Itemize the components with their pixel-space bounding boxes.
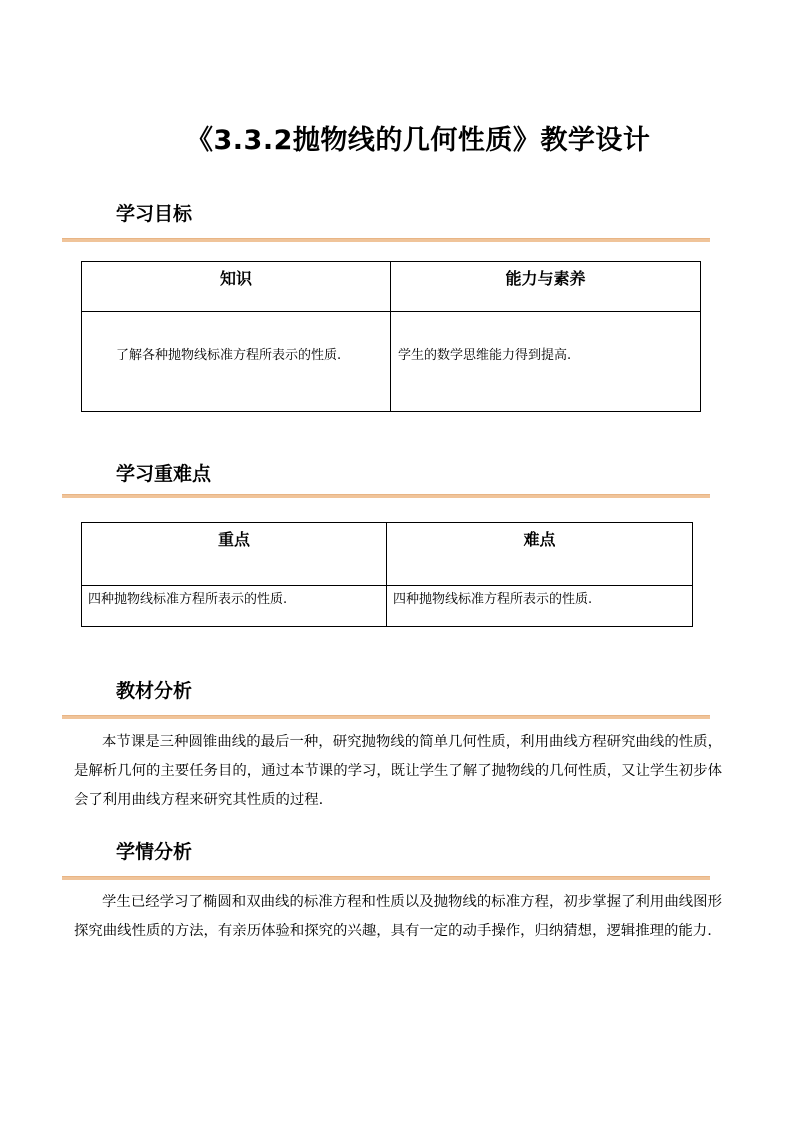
table-header-row bbox=[82, 523, 693, 586]
header-cell-ability: 能力与素养 bbox=[391, 262, 701, 312]
cell-text: 四种抛物线标准方程所表示的性质. bbox=[88, 592, 288, 607]
section-heading-objectives: 学习目标 bbox=[116, 203, 193, 225]
header-cell-difficulty: 难点 bbox=[387, 523, 693, 586]
section-divider bbox=[62, 876, 710, 880]
table-row bbox=[82, 586, 693, 627]
cell-text: 学生的数学思维能力得到提高. bbox=[398, 348, 572, 363]
section-heading-key-points: 学习重难点 bbox=[116, 463, 212, 485]
table-header-row bbox=[82, 262, 701, 312]
section-heading-textbook-analysis: 教材分析 bbox=[116, 680, 193, 702]
cell-text: 四种抛物线标准方程所表示的性质. bbox=[393, 592, 593, 607]
section-divider bbox=[62, 715, 710, 719]
section-heading-student-analysis: 学情分析 bbox=[116, 841, 193, 863]
key-points-table bbox=[81, 522, 693, 627]
cell-knowledge-value bbox=[82, 312, 391, 412]
table-row bbox=[82, 312, 701, 412]
section-divider bbox=[62, 238, 710, 242]
textbook-analysis-paragraph: 本节课是三种圆锥曲线的最后一种，研究抛物线的简单几何性质，利用曲线方程研究曲线的性质，是解析几何的主要任务目的，通过本节课的学习，既让学生了解了抛物线的几何性质，又让学生初步体会了利用曲线方程来研究其性质的过程. bbox=[74, 734, 722, 808]
objectives-table bbox=[81, 261, 701, 412]
cell-text: 了解各种抛物线标准方程所表示的性质. bbox=[116, 348, 342, 363]
student-analysis-paragraph: 学生已经学习了椭圆和双曲线的标准方程和性质以及抛物线的标准方程，初步掌握了利用曲线图形探究曲线性质的方法，有亲历体验和探究的兴趣，具有一定的动手操作，归纳猜想，逻辑推理的能力. bbox=[74, 894, 722, 939]
section-divider bbox=[62, 494, 710, 498]
header-cell-knowledge: 知识 bbox=[82, 262, 391, 312]
cell-key-point-value bbox=[82, 586, 387, 627]
header-cell-key-point: 重点 bbox=[82, 523, 387, 586]
cell-ability-value bbox=[391, 312, 701, 412]
document-title: 《3.3.2抛物线的几何性质》教学设计 bbox=[186, 125, 651, 156]
cell-difficulty-value bbox=[387, 586, 693, 627]
